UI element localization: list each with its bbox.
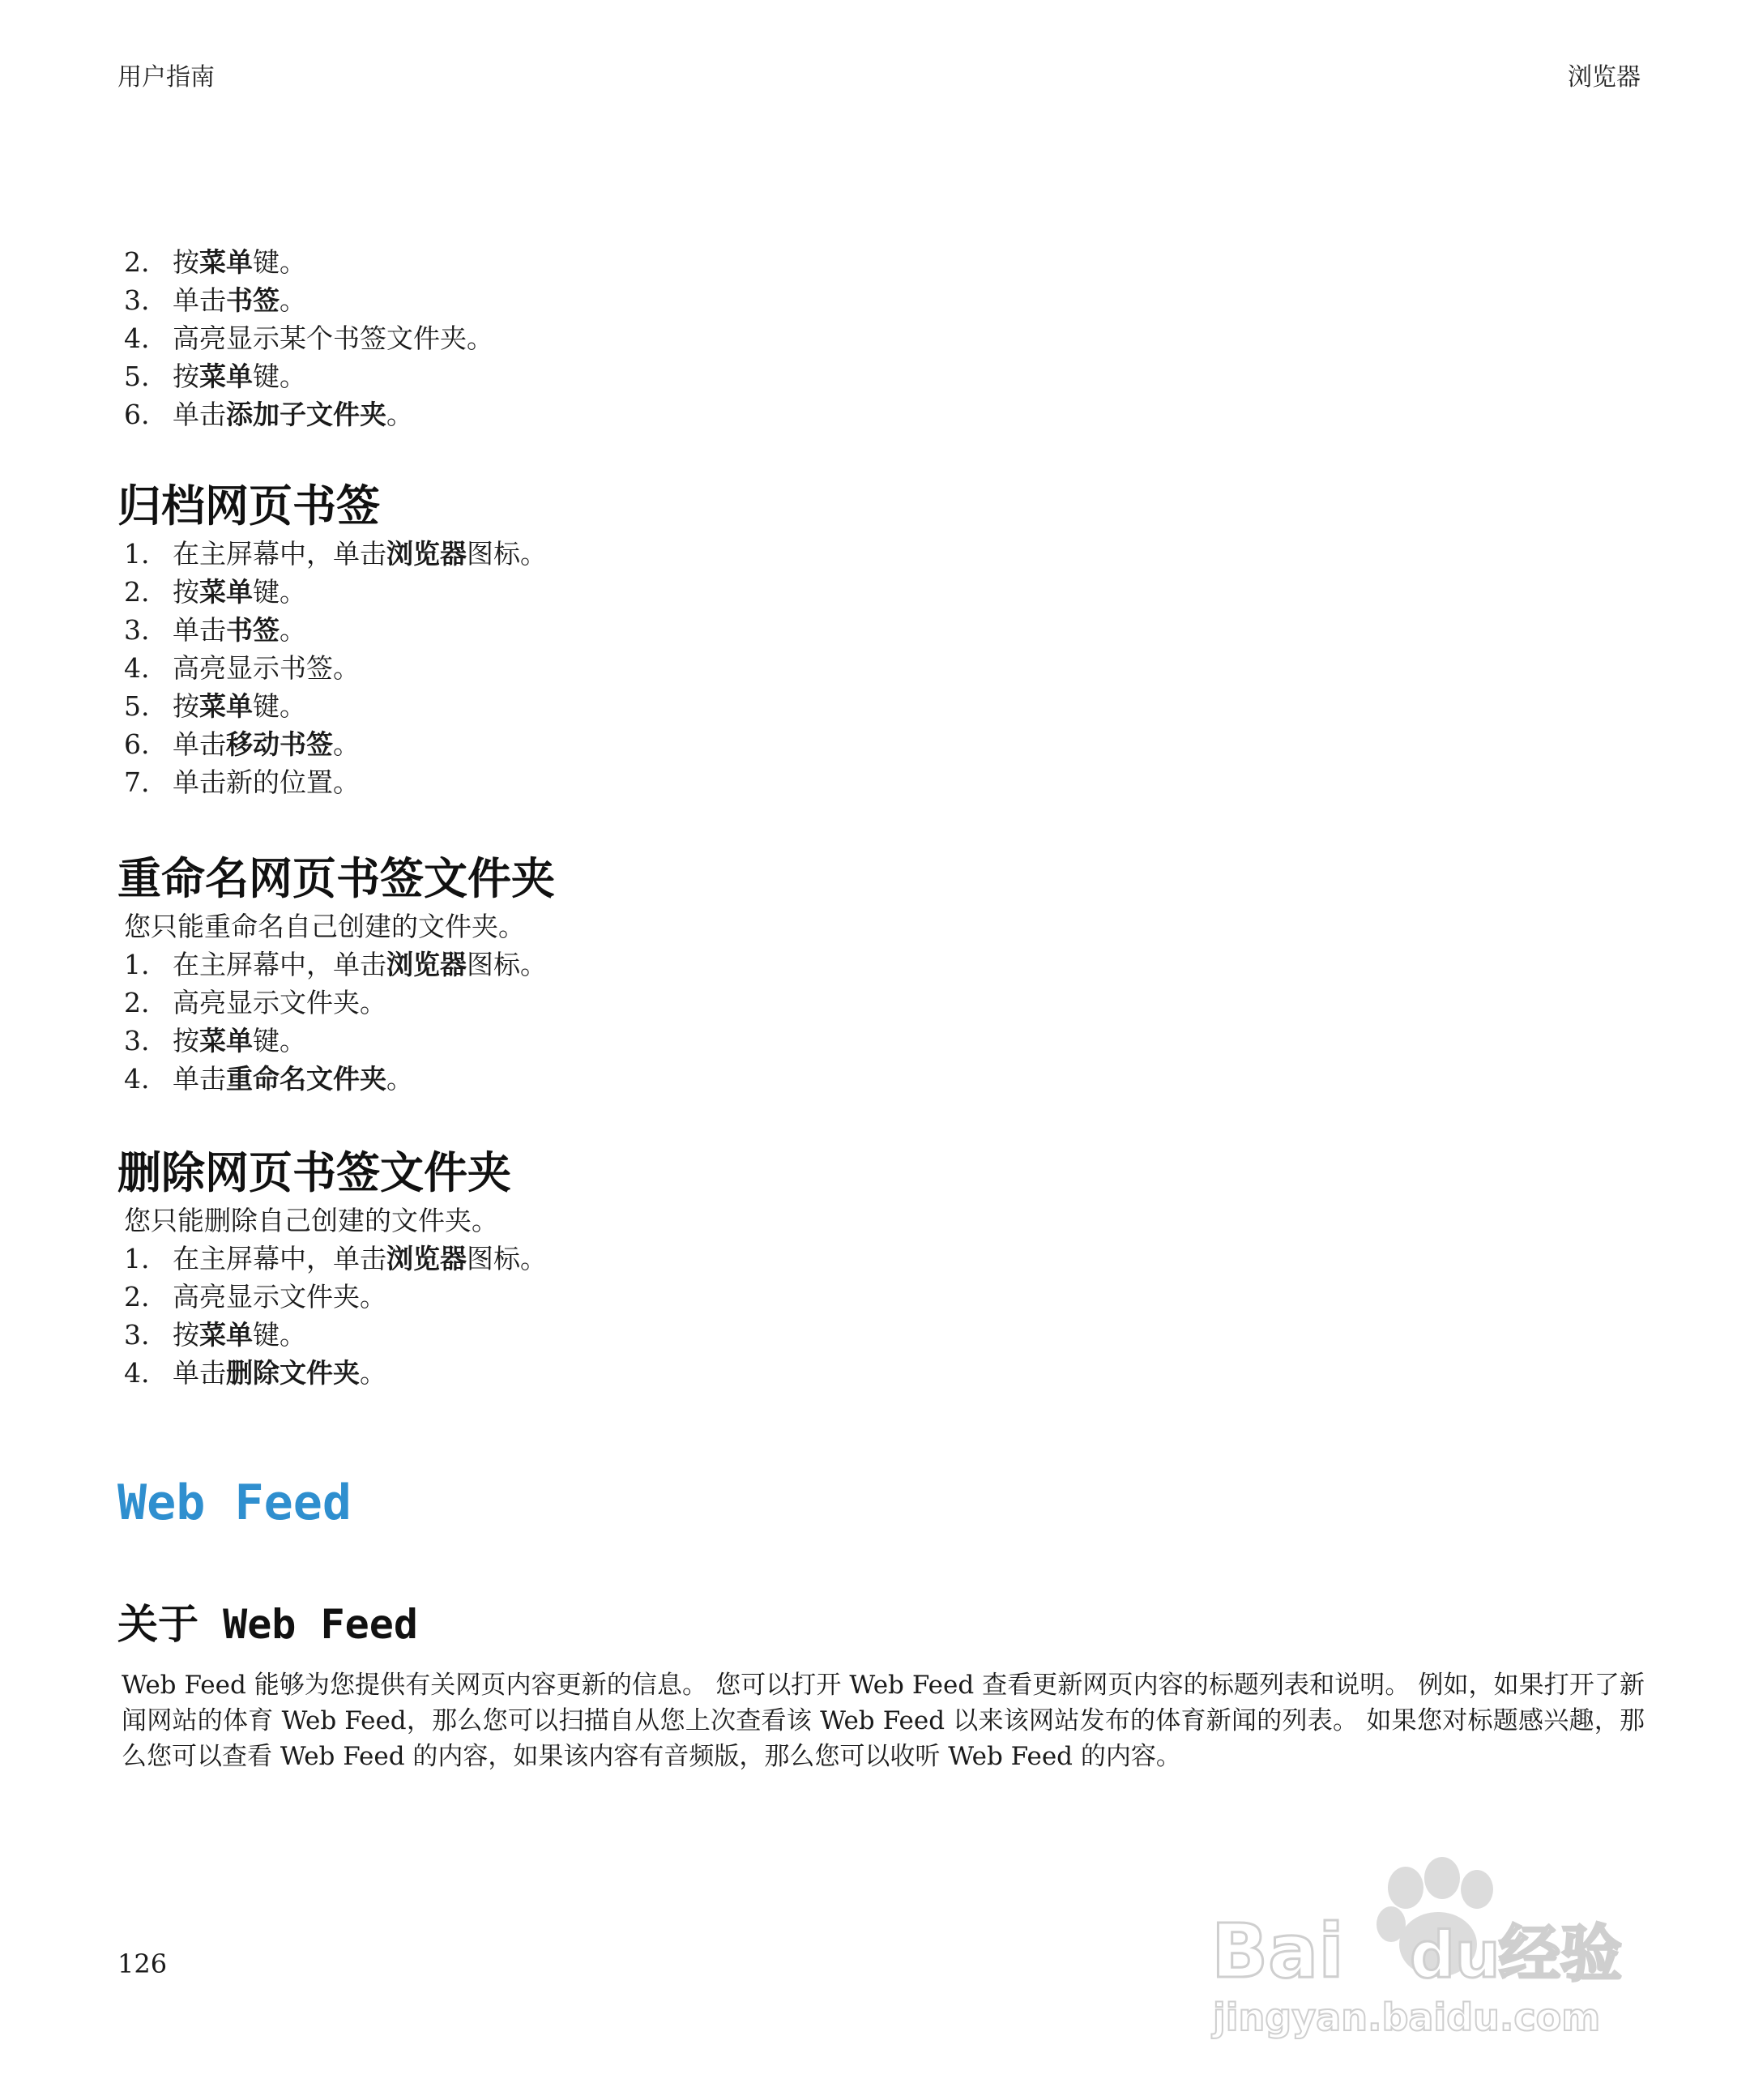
about-web-feed-title: 关于 Web Feed	[117, 1601, 418, 1648]
step-item	[117, 1316, 1649, 1354]
step-text: 按	[173, 361, 199, 392]
step-text: 按	[173, 690, 199, 722]
step-text-end: 图标。	[467, 1243, 547, 1274]
step-number: 1.	[124, 1243, 150, 1274]
about-web-feed-paragraph: Web Feed 能够为您提供有关网页内容更新的信息。 您可以打开 Web Feed 查看更新网页内容的标题列表和说明。 例如，如果打开了新闻网站的体育 Web Feed，那么您可以扫描自从您上次查看该 Web Feed 以来该网站发布的体育新闻的列表。 如果您对标题感兴趣，那么您可以查看 Web Feed 的内容，如果该内容有音频版，那么您可以收听 Web Feed 的内容。	[122, 1671, 1645, 1771]
step-number: 3.	[124, 614, 150, 646]
step-text: 按	[173, 1319, 199, 1351]
section-rename-folder	[117, 851, 1649, 1098]
step-text-end: 键。	[253, 361, 306, 392]
section-intro: 您只能删除自己创建的文件夹。	[124, 1205, 498, 1236]
watermark-brand-du: du	[1410, 1919, 1500, 1992]
running-header-section: 浏览器	[1568, 63, 1641, 92]
page-number: 126	[117, 1948, 168, 1979]
step-item	[117, 984, 1649, 1022]
running-header-guide: 用户指南	[117, 63, 215, 92]
step-text-end: 。	[386, 1063, 413, 1095]
step-number: 5.	[124, 690, 150, 722]
step-ui-term: 添加子文件夹	[226, 399, 386, 430]
step-text-end: 图标。	[467, 949, 547, 980]
step-text: 高亮显示某个书签文件夹。	[173, 322, 493, 354]
step-text: 在主屏幕中，单击	[173, 949, 386, 980]
section-title: 删除网页书签文件夹	[117, 1147, 511, 1198]
step-ui-term: 移动书签	[226, 728, 333, 760]
step-number: 7.	[124, 766, 150, 798]
chapter-title: Web Feed	[117, 1475, 352, 1531]
step-text-end: 键。	[253, 690, 306, 722]
step-number: 4.	[124, 1063, 150, 1095]
step-text: 单击	[173, 284, 226, 316]
step-text-end: 。	[386, 399, 413, 430]
step-text: 单击	[173, 399, 226, 430]
step-number: 6.	[124, 728, 150, 760]
step-item	[117, 357, 1649, 395]
section-title: 归档网页书签	[117, 480, 380, 531]
step-item	[117, 763, 1649, 801]
step-ui-term: 菜单	[199, 690, 253, 722]
step-text: 按	[173, 576, 199, 608]
step-item	[117, 1022, 1649, 1060]
step-ui-term: 书签	[226, 614, 280, 646]
watermark-brand: Bai	[1211, 1908, 1344, 1995]
step-number: 4.	[124, 322, 150, 354]
section-delete-folder	[117, 1145, 1649, 1392]
step-item	[117, 649, 1649, 687]
step-item	[117, 319, 1649, 357]
step-item	[117, 243, 1649, 281]
step-text-end: 。	[280, 284, 306, 316]
step-text: 单击	[173, 728, 226, 760]
step-number: 1.	[124, 538, 150, 570]
step-ui-term: 菜单	[199, 1025, 253, 1056]
step-item	[117, 535, 1649, 573]
step-text-end: 键。	[253, 576, 306, 608]
step-ui-term: 删除文件夹	[226, 1357, 360, 1389]
baidu-jingyan-watermark	[1203, 1839, 1641, 2042]
section-title: 重命名网页书签文件夹	[117, 853, 555, 904]
step-item	[117, 573, 1649, 611]
step-ui-term: 菜单	[199, 576, 253, 608]
step-ui-term: 浏览器	[386, 538, 467, 570]
step-number: 1.	[124, 949, 150, 980]
step-item	[117, 395, 1649, 433]
step-item	[117, 1240, 1649, 1278]
step-number: 2.	[124, 246, 150, 278]
steps-add-subfolder	[117, 243, 1649, 433]
step-item	[117, 687, 1649, 725]
step-ui-term: 浏览器	[386, 1243, 467, 1274]
step-number: 3.	[124, 1025, 150, 1056]
step-text: 在主屏幕中，单击	[173, 538, 386, 570]
step-text-end: 键。	[253, 1319, 306, 1351]
step-text-end: 键。	[253, 1025, 306, 1056]
step-text: 在主屏幕中，单击	[173, 1243, 386, 1274]
step-text: 按	[173, 1025, 199, 1056]
step-ui-term: 菜单	[199, 246, 253, 278]
step-number: 2.	[124, 987, 150, 1018]
section-archive-bookmark	[117, 478, 1649, 801]
step-item	[117, 1060, 1649, 1098]
step-item	[117, 725, 1649, 763]
step-ui-term: 书签	[226, 284, 280, 316]
step-ui-term: 浏览器	[386, 949, 467, 980]
step-number: 3.	[124, 284, 150, 316]
step-ui-term: 重命名文件夹	[226, 1063, 386, 1095]
step-text: 单击	[173, 614, 226, 646]
step-text: 高亮显示文件夹。	[173, 987, 386, 1018]
step-text-end: 。	[280, 614, 306, 646]
step-ui-term: 菜单	[199, 1319, 253, 1351]
step-number: 4.	[124, 1357, 150, 1389]
step-text-end: 键。	[253, 246, 306, 278]
step-text-end: 。	[360, 1357, 386, 1389]
step-number: 2.	[124, 576, 150, 608]
step-item	[117, 1354, 1649, 1392]
step-text: 单击新的位置。	[173, 766, 360, 798]
step-ui-term: 菜单	[199, 361, 253, 392]
step-text: 按	[173, 246, 199, 278]
step-text: 单击	[173, 1063, 226, 1095]
step-item	[117, 611, 1649, 649]
step-number: 4.	[124, 652, 150, 684]
step-text: 单击	[173, 1357, 226, 1389]
step-item	[117, 945, 1649, 984]
step-text-end: 。	[333, 728, 360, 760]
watermark-suffix: 经验	[1499, 1918, 1622, 1990]
step-number: 3.	[124, 1319, 150, 1351]
step-number: 5.	[124, 361, 150, 392]
watermark-url: jingyan.baidu.com	[1213, 1995, 1601, 2039]
step-item	[117, 1278, 1649, 1316]
step-text: 高亮显示书签。	[173, 652, 360, 684]
step-number: 6.	[124, 399, 150, 430]
step-number: 2.	[124, 1281, 150, 1312]
step-item	[117, 281, 1649, 319]
step-text: 高亮显示文件夹。	[173, 1281, 386, 1312]
section-intro: 您只能重命名自己创建的文件夹。	[124, 911, 525, 942]
step-text-end: 图标。	[467, 538, 547, 570]
